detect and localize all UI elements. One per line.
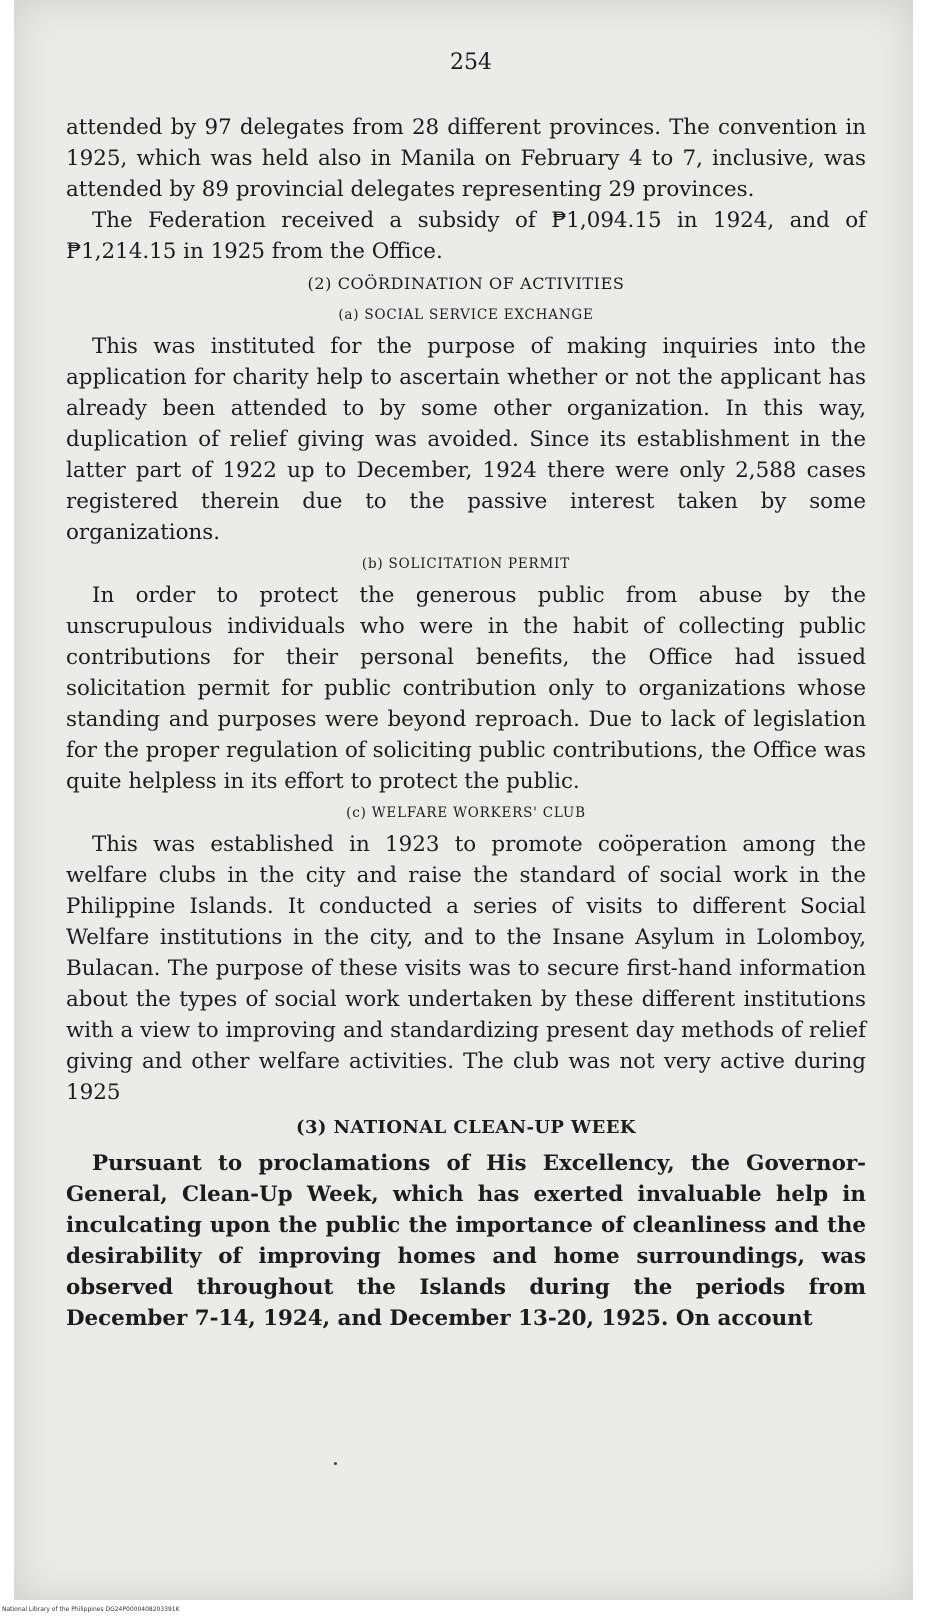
subheading-solicitation-permit: (b) SOLICITATION PERMIT [361, 556, 571, 572]
archive-footer: National Library of the Philippines DG24P0000408203391K [2, 1606, 180, 1613]
section-heading-coordination: (2) COÖRDINATION OF ACTIVITIES [307, 274, 625, 293]
paragraph-welfare-workers-club: This was established in 1923 to promote coöperation among the welfare clubs in the city and raise the standard of social work in the Philippine Islands. It conducted a series of visits to different Social Welfare institutions in the city, and to the Insane Asylum in Lolomboy, Bulacan. The purpose of these visits was to secure first-hand information about the types of social work undertaken by these different institutions with a view to improving and standardizing present day methods of relief giving and other welfare activities. The club was not very active during 1925 [66, 832, 866, 1105]
section-heading-clean-up-week: (3) NATIONAL CLEAN-UP WEEK [296, 1117, 636, 1138]
subheading-welfare-workers-club: (c) WELFARE WORKERS' CLUB [346, 805, 586, 821]
page-number: 254 [450, 50, 492, 75]
subheading-social-service-exchange: (a) SOCIAL SERVICE EXCHANGE [338, 307, 594, 323]
ink-speck [334, 1462, 337, 1465]
paragraph-clean-up-week: Pursuant to proclamations of His Excellency, the Governor-General, Clean-Up Week, which has exerted invaluable help in inculcating upon the public the importance of cleanliness and the desirability of improving homes and home surroundings, was observed throughout the Islands during the periods from December 7-14, 1924, and December 13-20, 1925. On account [66, 1151, 866, 1331]
paragraph-solicitation-permit: In order to protect the generous public from abuse by the unscrupulous individuals who were in the habit of collecting public contributions for their personal benefits, the Office had issued solicitation permit for public contribution only to organizations whose standing and purposes were beyond reproach. Due to lack of legislation for the proper regulation of soliciting public contributions, the Office was quite helpless in its effort to protect the public. [66, 583, 866, 794]
page-content [66, 48, 866, 1334]
paragraph-delegates: attended by 97 delegates from 28 different provinces. The convention in 1925, which was held also in Manila on February 4 to 7, inclusive, was attended by 89 provincial delegates representing 29 provinces. [66, 115, 866, 202]
paragraph-subsidy: The Federation received a subsidy of ₱1,094.15 in 1924, and of ₱1,214.15 in 1925 from the Office. [66, 208, 866, 264]
paragraph-social-service-exchange: This was instituted for the purpose of making inquiries into the application for charity help to ascertain whether or not the applicant has already been attended to by some other organization. In this way, duplication of relief giving was avoided. Since its establishment in the latter part of 1922 up to December, 1924 there were only 2,588 cases registered therein due to the passive interest taken by some organizations. [66, 334, 866, 545]
document-page [14, 0, 913, 1600]
